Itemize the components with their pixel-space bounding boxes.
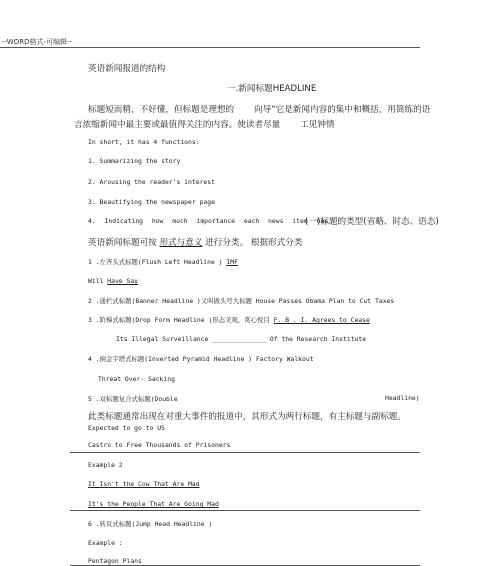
function-item: 3. Beautifying the newspaper page — [88, 198, 215, 206]
example-2-line: It's the People That Are Going Mad — [88, 500, 219, 508]
paragraph-line: 言浓缩新闻中最主要或最值得关注的内容。使读者尽量 工见钟情 — [74, 120, 335, 130]
type-1: 1 .左齐头式标题(Flush Left Headline ) IMF — [88, 258, 238, 266]
type-5-tail: Headline) — [385, 394, 420, 402]
functions-intro: In short, it has 4 functions: — [88, 138, 200, 146]
header-rule — [0, 47, 420, 48]
type-6-example: Example : — [88, 539, 123, 547]
type-5-example: Castro to Free Thousands of Prisoners — [88, 441, 231, 449]
type-2: 2 .通栏式标题(Banner Headline )又叫做头号大标题 House Passes Obama Plan to Cut Taxes — [88, 297, 395, 305]
type-3: 3 .阶梯式标题(Drop Form Headline )形态美观，赏心悦目 F. B . I. Agrees to Cease — [88, 316, 370, 324]
type-5-example: Expected to go to US — [88, 424, 165, 432]
divider-rule — [70, 510, 420, 511]
header-label: --WORD格式-可编辑-- — [2, 38, 73, 46]
section-heading: 一.新闻标题HEADLINE — [227, 84, 317, 94]
type-5-description: 此类标题通常出现在对重大事件的报道中，其形式为两行标题，有主标题与副标题。 — [88, 412, 406, 422]
classify-line: 英语新闻标题可按 形式与意义 进行分类。 根据形式分类 — [88, 238, 303, 248]
doc-title: 英语新闻报道的结构 — [88, 64, 166, 74]
example-2-line: It Isn't the Cow That Are Mad — [88, 480, 200, 488]
example-2-label: Example 2 — [88, 461, 123, 469]
types-title: (一)标题的类型(省略、时态、语态) — [305, 217, 439, 227]
divider-rule — [70, 452, 420, 453]
type-1-example: Will Have Say — [88, 277, 139, 285]
paragraph-line: 标题短而精，不好懂，但标题是理想的 向导”它是新闻内容的集中和概括，用简练的语 — [88, 105, 431, 115]
type-4-example: Threat Over- Sacking — [98, 375, 175, 383]
type-6: 6 .转页式标题(Jump Head Headline ) — [88, 520, 213, 528]
type-5: 5 .双标题复合式标题(Double — [88, 395, 178, 403]
function-item: 2. Arousing the reader's interest — [88, 178, 215, 186]
function-item: 1. Summarizing the story — [88, 157, 181, 165]
type-6-example: Pentagon Plans — [88, 557, 142, 565]
type-4: 4 .倒金字塔式标题(Inverted Pyramid Headline ) Factory Walkout — [88, 355, 314, 363]
type-3-example: Its Illegal Surveillance ______________ Of the Research Institute — [116, 335, 367, 343]
function-item: 4. Indicating how much importance each news item has — [88, 217, 329, 225]
